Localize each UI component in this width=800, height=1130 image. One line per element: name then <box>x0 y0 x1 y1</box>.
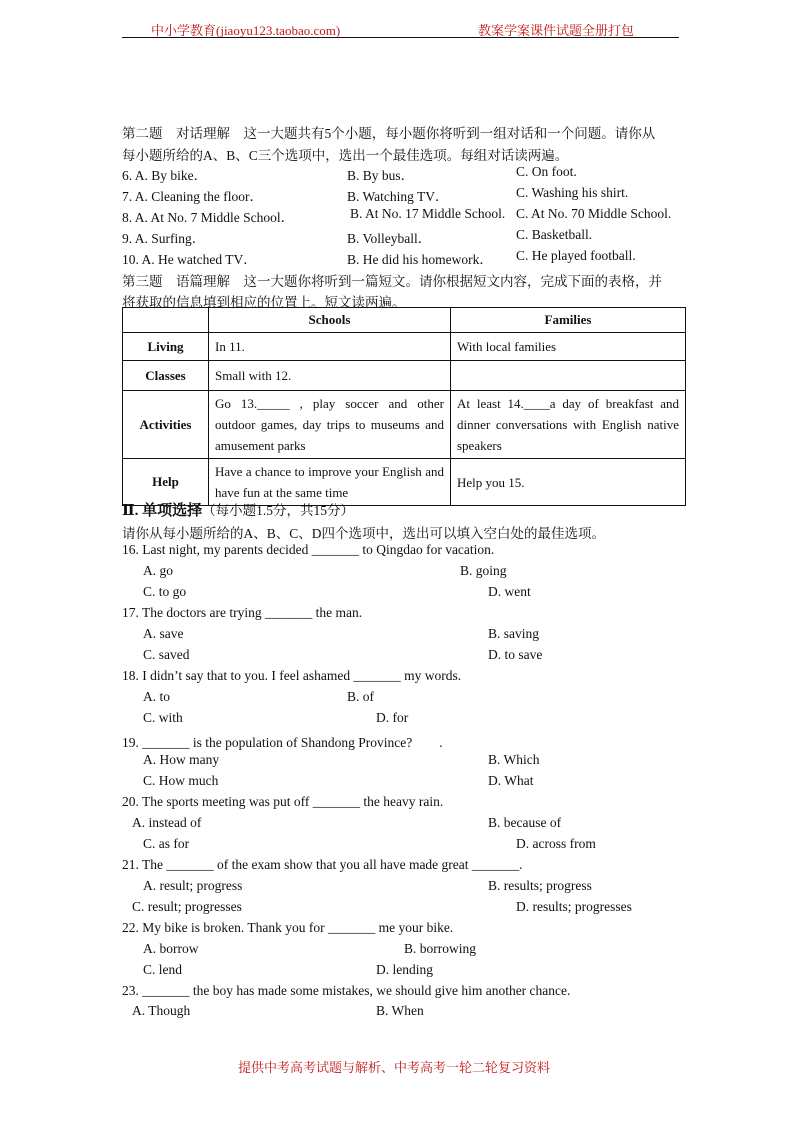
question-17: 17. The doctors are trying _______ the man. <box>122 605 363 620</box>
cell-activities-schools: Go 13._____ , play soccer and other outdoor games, day trips to museums and amusement parks <box>209 391 451 459</box>
col-header-families: Families <box>451 308 686 333</box>
q20-option-d: D. across from <box>516 836 596 851</box>
q7-option-b: B. Watching TV． <box>347 189 449 204</box>
q22-option-d: D. lending <box>376 962 433 977</box>
q19-option-d: D. What <box>488 773 534 788</box>
header-left: 中小学教育(jiaoyu123.taobao.com) <box>151 23 341 38</box>
question-22: 22. My bike is broken. Thank you for _______ me your bike. <box>122 920 454 935</box>
q16-option-d: D. went <box>488 584 531 599</box>
section2-note: （每小题1.5分，共15分） <box>202 503 355 518</box>
section2-instruction: 请你从每小题所给的A、B、C、D四个选项中，选出可以填入空白处的最佳选项。 <box>122 526 606 541</box>
question-20: 20. The sports meeting was put off _______ the heavy rain. <box>122 794 444 809</box>
question-19: 19. _______ is the population of Shandong Province? . <box>122 735 443 750</box>
col-header-schools: Schools <box>209 308 451 333</box>
row-header-living: Living <box>123 333 209 361</box>
section2-title: Ⅱ. 单项选择 <box>122 503 203 519</box>
q22-option-a: A. borrow <box>143 941 199 956</box>
row-header-classes: Classes <box>123 361 209 391</box>
q16-option-c: C. to go <box>143 584 187 599</box>
q20-option-c: C. as for <box>143 836 190 851</box>
question-21: 21. The _______ of the exam show that you all have made great _______. <box>122 857 523 872</box>
q22-option-c: C. lend <box>143 962 182 977</box>
table-row <box>123 333 686 361</box>
q8-option-a: 8. A. At No. 7 Middle School． <box>122 210 295 225</box>
part2-intro-line1: 第二题 对话理解 这一大题共有5个小题，每小题你将听到一组对话和一个问题。请你从 <box>122 126 656 141</box>
question-16: 16. Last night, my parents decided _______ to Qingdao for vacation. <box>122 542 495 557</box>
q21-option-b: B. results; progress <box>488 878 592 893</box>
q23-option-a: A. Though <box>132 1003 191 1018</box>
part3-intro-line1: 第三题 语篇理解 这一大题你将听到一篇短文。请你根据短文内容，完成下面的表格，并 <box>122 274 662 289</box>
q21-option-c: C. result; progresses <box>132 899 242 914</box>
question-18: 18. I didn’t say that to you. I feel ashamed _______ my words. <box>122 668 462 683</box>
section2-heading <box>122 499 354 520</box>
table-row <box>123 391 686 459</box>
q17-option-b: B. saving <box>488 626 540 641</box>
q8-option-b: B. At No. 17 Middle School. <box>350 206 506 221</box>
q6-option-b: B. By bus． <box>347 168 415 183</box>
q20-option-a: A. instead of <box>132 815 202 830</box>
q17-option-d: D. to save <box>488 647 543 662</box>
q16-option-b: B. going <box>460 563 507 578</box>
row-header-help: Help <box>123 459 209 506</box>
q21-option-d: D. results; progresses <box>516 899 632 914</box>
q19-option-b: B. Which <box>488 752 540 767</box>
q23-option-b: B. When <box>376 1003 424 1018</box>
q6-option-a: 6. A. By bike． <box>122 168 208 183</box>
part3-intro-line2: 将获取的信息填到相应的位置上。短文读两遍。 <box>122 295 406 310</box>
q8-option-c: C. At No. 70 Middle School. <box>516 206 672 221</box>
q19-option-a: A. How many <box>143 752 220 767</box>
question-23: 23. _______ the boy has made some mistakes, we should give him another chance. <box>122 983 571 998</box>
footer-text: 提供中考高考试题与解析、中考高考一轮二轮复习资料 <box>238 1060 551 1075</box>
table-header-row <box>123 308 686 333</box>
cell-help-families: Help you 15. <box>451 459 686 506</box>
q10-option-b: B. He did his homework． <box>347 252 493 267</box>
listening-table <box>122 307 686 506</box>
cell-help-schools: Have a chance to improve your English and have fun at the same time <box>209 459 451 506</box>
header-right: 教案学案课件试题全册打包 <box>478 23 635 38</box>
table-row <box>123 361 686 391</box>
q6-option-c: C. On foot. <box>516 164 577 179</box>
q9-option-b: B. Volleyball． <box>347 231 432 246</box>
q17-option-a: A. save <box>143 626 184 641</box>
q18-option-b: B. of <box>347 689 374 704</box>
cell-living-families: With local families <box>451 333 686 361</box>
q17-option-c: C. saved <box>143 647 190 662</box>
q16-option-a: A. go <box>143 563 173 578</box>
header-divider <box>122 37 679 38</box>
cell-classes-families <box>451 361 686 391</box>
table-corner-cell <box>123 308 209 333</box>
q22-option-b: B. borrowing <box>404 941 476 956</box>
q9-option-a: 9. A. Surfing． <box>122 231 206 246</box>
q20-option-b: B. because of <box>488 815 562 830</box>
row-header-activities: Activities <box>123 391 209 459</box>
q7-option-a: 7. A. Cleaning the floor． <box>122 189 263 204</box>
cell-classes-schools: Small with 12. <box>209 361 451 391</box>
q7-option-c: C. Washing his shirt. <box>516 185 629 200</box>
q18-option-c: C. with <box>143 710 183 725</box>
q10-option-a: 10. A. He watched TV． <box>122 252 257 267</box>
q21-option-a: A. result; progress <box>143 878 243 893</box>
cell-activities-families: At least 14.____a day of breakfast and dinner conversations with English native speakers <box>451 391 686 459</box>
cell-living-schools: In 11. <box>209 333 451 361</box>
part2-intro-line2: 每小题所给的A、B、C三个选项中，选出一个最佳选项。每组对话读两遍。 <box>122 148 569 163</box>
q18-option-a: A. to <box>143 689 170 704</box>
q9-option-c: C. Basketball. <box>516 227 593 242</box>
q18-option-d: D. for <box>376 710 409 725</box>
q19-option-c: C. How much <box>143 773 219 788</box>
q10-option-c: C. He played football. <box>516 248 636 263</box>
